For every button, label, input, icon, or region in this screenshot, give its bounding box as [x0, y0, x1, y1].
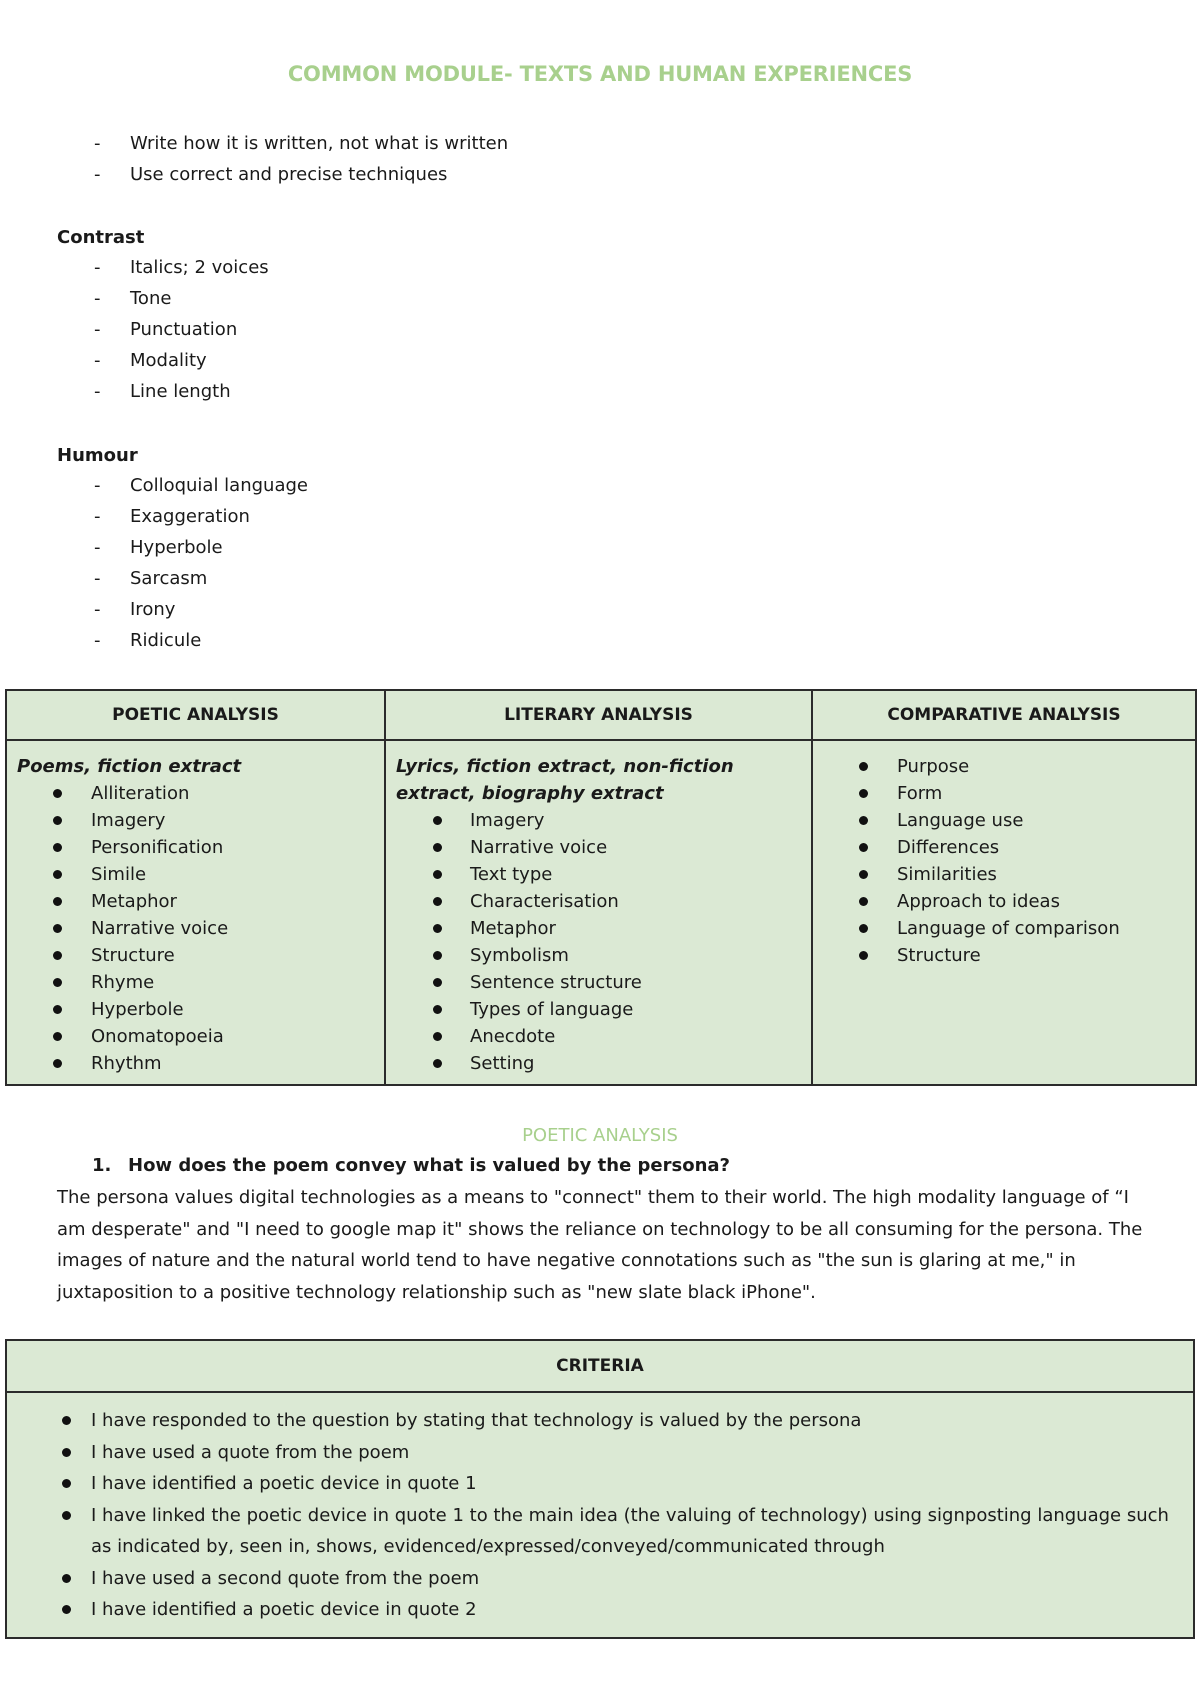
list-item-text: Ridicule	[130, 630, 202, 651]
list-item-text: Narrative voice	[470, 837, 608, 858]
list-item	[386, 834, 811, 861]
list-item	[7, 1468, 1175, 1500]
list-item	[813, 942, 1195, 969]
bullet-icon	[859, 870, 868, 879]
list-item-text: Irony	[130, 599, 176, 620]
bullet-icon	[62, 1479, 71, 1488]
list-item	[7, 1405, 1175, 1437]
bullet-icon	[62, 1574, 71, 1583]
list-item: - Irony	[94, 599, 176, 620]
list-item-text: Differences	[897, 837, 1000, 858]
list-item-text: Types of language	[470, 999, 634, 1020]
list-item-text: Simile	[91, 864, 147, 885]
list-item-text: I have identified a poetic device in quote 2	[91, 1599, 477, 1620]
list-item	[7, 1563, 1175, 1595]
list-item: - Punctuation	[94, 319, 238, 340]
list-item-text: Narrative voice	[91, 918, 229, 939]
literary-list	[386, 807, 811, 1077]
criteria-cell	[6, 1392, 1194, 1638]
list-item	[813, 834, 1195, 861]
analysis-table	[5, 689, 1197, 1086]
list-item-text: Colloquial language	[130, 475, 308, 496]
list-item	[813, 888, 1195, 915]
list-item	[386, 1050, 811, 1077]
criteria-header: CRITERIA	[6, 1340, 1194, 1392]
list-item: - Write how it is written, not what is written	[94, 133, 509, 154]
list-item-text: Italics; 2 voices	[130, 257, 269, 278]
list-item	[386, 942, 811, 969]
list-item-text: Line length	[130, 381, 231, 402]
list-item-text: I have responded to the question by stating that technology is valued by the persona	[91, 1410, 862, 1431]
bullet-icon	[53, 816, 62, 825]
list-item-text: Text type	[470, 864, 553, 885]
contrast-heading: Contrast	[57, 227, 145, 248]
bullet-icon	[433, 924, 442, 933]
bullet-icon	[859, 897, 868, 906]
list-item-text: Anecdote	[470, 1026, 556, 1047]
list-item: - Modality	[94, 350, 207, 371]
list-item	[813, 807, 1195, 834]
list-item	[7, 1050, 384, 1077]
list-item	[813, 780, 1195, 807]
column-header-poetic: POETIC ANALYSIS	[6, 690, 385, 740]
list-item	[7, 969, 384, 996]
bullet-icon	[53, 1005, 62, 1014]
list-item-text: Alliteration	[91, 783, 190, 804]
answer-paragraph: The persona values digital technologies as a means to "connect" them to their world. The high modality language of “I am desperate" and "I need to google map it" shows the reliance on technology to be all consuming for the persona. The images of nature and the natural world tend to have negative connotations such as "the sun is glaring at me," in juxtaposition to a positive technology relationship such as "new slate black iPhone".	[57, 1187, 1143, 1303]
list-item-text: Symbolism	[470, 945, 569, 966]
list-item	[7, 861, 384, 888]
bullet-icon	[53, 1059, 62, 1068]
bullet-icon	[859, 924, 868, 933]
bullet-icon	[53, 978, 62, 987]
list-item	[813, 753, 1195, 780]
bullet-icon	[433, 897, 442, 906]
list-item	[386, 861, 811, 888]
list-item-text: Approach to ideas	[897, 891, 1060, 912]
list-item	[386, 1023, 811, 1050]
list-item: - Use correct and precise techniques	[94, 164, 448, 185]
bullet-icon	[53, 924, 62, 933]
bullet-icon	[62, 1605, 71, 1614]
list-item-text: Form	[897, 783, 943, 804]
list-item-text: Structure	[91, 945, 175, 966]
bullet-icon	[433, 870, 442, 879]
bullet-icon	[53, 870, 62, 879]
list-item-text: Imagery	[91, 810, 166, 831]
list-item-text: Hyperbole	[130, 537, 223, 558]
list-item: - Exaggeration	[94, 506, 250, 527]
bullet-icon	[433, 978, 442, 987]
bullet-icon	[433, 1005, 442, 1014]
list-item-text: Setting	[470, 1053, 535, 1074]
bullet-icon	[433, 816, 442, 825]
list-item-text: I have used a quote from the poem	[91, 1441, 410, 1463]
list-item-text: Personification	[91, 837, 224, 858]
list-item-text: Onomatopoeia	[91, 1026, 224, 1047]
list-item	[7, 1500, 1175, 1563]
list-item-text: Write how it is written, not what is written	[130, 133, 509, 154]
bullet-icon	[859, 951, 868, 960]
bullet-icon	[53, 951, 62, 960]
list-item-text: Similarities	[897, 864, 997, 885]
list-item-text: Language of comparison	[897, 918, 1120, 939]
list-item-text: Metaphor	[91, 891, 177, 912]
bullet-icon	[433, 843, 442, 852]
list-item	[7, 1594, 1175, 1626]
column-intro: Lyrics, fiction extract, non-fiction extract, biography extract	[396, 756, 734, 804]
list-item: - Tone	[94, 288, 172, 309]
bullet-icon	[433, 951, 442, 960]
list-item-text: Tone	[130, 288, 172, 309]
list-item	[386, 807, 811, 834]
intro-list	[0, 128, 508, 190]
bullet-icon	[859, 843, 868, 852]
humour-heading: Humour	[57, 445, 138, 466]
bullet-icon	[62, 1416, 71, 1425]
list-item	[7, 834, 384, 861]
list-item	[7, 780, 384, 807]
section-title: POETIC ANALYSIS	[522, 1125, 678, 1146]
list-item: - Italics; 2 voices	[94, 257, 269, 278]
list-item	[813, 861, 1195, 888]
list-item: - Ridicule	[94, 630, 202, 651]
list-item	[7, 807, 384, 834]
bullet-icon	[859, 762, 868, 771]
humour-list	[0, 470, 308, 656]
column-header-literary: LITERARY ANALYSIS	[385, 690, 812, 740]
comparative-analysis-cell	[812, 740, 1196, 1085]
literary-analysis-cell	[385, 740, 812, 1085]
question-number: 1.	[92, 1155, 112, 1176]
list-item-text: Metaphor	[470, 918, 556, 939]
bullet-icon	[53, 843, 62, 852]
question	[92, 1154, 730, 1178]
list-item-text: Language use	[897, 810, 1024, 831]
list-item-text: Structure	[897, 945, 981, 966]
bullet-icon	[53, 897, 62, 906]
list-item	[7, 1023, 384, 1050]
poetic-analysis-cell	[6, 740, 385, 1085]
list-item: - Sarcasm	[94, 568, 208, 589]
column-intro: Poems, fiction extract	[17, 756, 242, 777]
list-item: - Colloquial language	[94, 475, 308, 496]
list-item	[386, 888, 811, 915]
list-item: - Line length	[94, 381, 231, 402]
criteria-table	[5, 1339, 1195, 1639]
bullet-icon	[62, 1511, 71, 1520]
question-text: How does the poem convey what is valued by the persona?	[128, 1155, 730, 1176]
list-item	[7, 996, 384, 1023]
list-item-text: I have linked the poetic device in quote 1 to the main idea (the valuing of technology) using signposting language such as indicated by, seen in, shows, evidenced/expressed/conveyed/communicated through	[91, 1504, 1169, 1557]
bullet-icon	[53, 789, 62, 798]
poetic-list	[7, 780, 384, 1077]
list-item-text: I have used a second quote from the poem	[91, 1567, 480, 1589]
list-item-text: Punctuation	[130, 319, 238, 340]
bullet-icon	[62, 1448, 71, 1457]
contrast-list	[0, 252, 269, 407]
bullet-icon	[53, 1032, 62, 1041]
list-item	[7, 888, 384, 915]
comparative-list	[813, 741, 1195, 969]
list-item	[386, 996, 811, 1023]
list-item-text: I have identified a poetic device in quote 1	[91, 1473, 477, 1494]
list-item: - Hyperbole	[94, 537, 223, 558]
column-header-comparative: COMPARATIVE ANALYSIS	[812, 690, 1196, 740]
list-item-text: Exaggeration	[130, 506, 250, 527]
bullet-icon	[859, 789, 868, 798]
list-item-text: Sarcasm	[130, 568, 208, 589]
list-item-text: Characterisation	[470, 891, 619, 912]
list-item-text: Sentence structure	[470, 972, 642, 993]
list-item-text: Imagery	[470, 810, 545, 831]
list-item-text: Hyperbole	[91, 999, 184, 1020]
page-title: COMMON MODULE- TEXTS AND HUMAN EXPERIENCES	[287, 62, 913, 86]
list-item-text: Purpose	[897, 756, 970, 777]
list-item	[813, 915, 1195, 942]
list-item	[386, 969, 811, 996]
bullet-icon	[859, 816, 868, 825]
bullet-icon	[433, 1032, 442, 1041]
list-item-text: Rhyme	[91, 972, 155, 993]
list-item	[7, 915, 384, 942]
list-item-text: Use correct and precise techniques	[130, 164, 448, 185]
bullet-icon	[433, 1059, 442, 1068]
list-item-text: Rhythm	[91, 1053, 162, 1074]
criteria-list	[7, 1393, 1193, 1626]
list-item	[386, 915, 811, 942]
list-item-text: Modality	[130, 350, 207, 371]
list-item	[7, 942, 384, 969]
list-item	[7, 1437, 1175, 1469]
